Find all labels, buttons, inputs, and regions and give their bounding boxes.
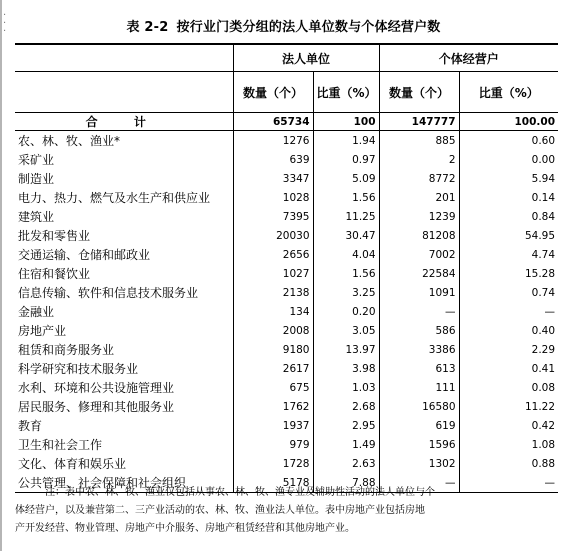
legal-count-cell: 1728 xyxy=(233,454,313,473)
footnote-line-1: 注：表中农、林、牧、渔业仅包括从事农、林、牧、渔专业及辅助性活动的法人单位与个 xyxy=(45,487,435,498)
legal-ratio-cell: 2.63 xyxy=(313,454,379,473)
legal-ratio-cell: 1.56 xyxy=(313,264,379,283)
total-individual-count: 147777 xyxy=(379,113,459,131)
industry-name: 卫生和社会工作 xyxy=(18,438,103,452)
industry-name: 批发和零售业 xyxy=(18,229,91,243)
table-row xyxy=(15,150,558,169)
legal-count-cell: 639 xyxy=(233,150,313,169)
individual-ratio-cell: 0.41 xyxy=(459,359,558,378)
legal-ratio-cell: 5.09 xyxy=(313,169,379,188)
legal-count-cell: 979 xyxy=(233,435,313,454)
legal-ratio-cell: 1.94 xyxy=(313,131,379,151)
legal-ratio-cell: 1.03 xyxy=(313,378,379,397)
industry-name: 采矿业 xyxy=(18,153,55,167)
individual-count-cell: 22584 xyxy=(379,264,459,283)
legal-ratio-cell: 7.88 xyxy=(313,473,379,493)
individual-count-cell: — xyxy=(379,302,459,321)
industry-name: 水利、环境和公共设施管理业 xyxy=(18,381,175,395)
header-individual-households: 个体经营户 xyxy=(379,44,558,72)
legal-ratio-cell: 11.25 xyxy=(313,207,379,226)
industry-name: 电力、热力、燃气及水生产和供应业 xyxy=(18,191,211,205)
legal-count-cell: 675 xyxy=(233,378,313,397)
table-row xyxy=(15,207,558,226)
individual-ratio-cell: 5.94 xyxy=(459,169,558,188)
industry-name: 房地产业 xyxy=(18,324,67,338)
individual-ratio-cell: 11.22 xyxy=(459,397,558,416)
total-legal-count: 65734 xyxy=(233,113,313,131)
legal-ratio-cell: 2.68 xyxy=(313,397,379,416)
table-row xyxy=(15,169,558,188)
footnote-line-3: 产开发经营、物业管理、房地产中介服务、房地产租赁经营和其他房地产业。 xyxy=(15,523,355,534)
header-legal-units: 法人单位 xyxy=(233,44,379,72)
header-blank xyxy=(15,44,233,72)
table-row xyxy=(15,416,558,435)
industry-name: 租赁和商务服务业 xyxy=(18,343,115,357)
individual-ratio-cell: 1.08 xyxy=(459,435,558,454)
individual-count-cell: — xyxy=(379,473,459,493)
individual-ratio-cell: 54.95 xyxy=(459,226,558,245)
individual-ratio-cell: 15.28 xyxy=(459,264,558,283)
individual-count-cell: 619 xyxy=(379,416,459,435)
table-row xyxy=(15,359,558,378)
industry-name: 建筑业 xyxy=(18,210,55,224)
legal-count-cell: 1027 xyxy=(233,264,313,283)
industry-name: 公共管理、社会保障和社会组织 xyxy=(15,473,233,493)
individual-ratio-cell: 0.84 xyxy=(459,207,558,226)
individual-count-cell: 1302 xyxy=(379,454,459,473)
total-row xyxy=(15,113,558,131)
table-row xyxy=(15,397,558,416)
legal-ratio-cell: 0.97 xyxy=(313,150,379,169)
table-number: 表 2-2 xyxy=(126,20,169,35)
individual-ratio-cell: 2.29 xyxy=(459,340,558,359)
total-label: 合 计 xyxy=(15,113,233,131)
individual-count-cell: 885 xyxy=(379,131,459,151)
table-title xyxy=(0,16,567,35)
individual-ratio-cell: 0.42 xyxy=(459,416,558,435)
table-row xyxy=(15,435,558,454)
industry-name: 农、林、牧、渔业* xyxy=(18,134,121,148)
total-individual-ratio: 100.00 xyxy=(459,113,558,131)
individual-ratio-cell: 0.74 xyxy=(459,283,558,302)
industry-name: 制造业 xyxy=(18,172,55,186)
table-row xyxy=(15,283,558,302)
individual-count-cell: 8772 xyxy=(379,169,459,188)
legal-count-cell: 2617 xyxy=(233,359,313,378)
table-row xyxy=(15,226,558,245)
legal-count-cell: 20030 xyxy=(233,226,313,245)
individual-count-cell: 613 xyxy=(379,359,459,378)
industry-name: 信息传输、软件和信息技术服务业 xyxy=(18,286,199,300)
individual-ratio-cell: — xyxy=(459,473,558,493)
table-row xyxy=(15,378,558,397)
individual-count-cell: 1596 xyxy=(379,435,459,454)
table-row xyxy=(15,245,558,264)
individual-count-cell: 2 xyxy=(379,150,459,169)
header-group-row xyxy=(15,44,558,72)
page-left-border xyxy=(0,0,2,551)
header-individual-count: 数量（个） xyxy=(379,72,459,113)
legal-count-cell: 1028 xyxy=(233,188,313,207)
table-row xyxy=(15,302,558,321)
table-row xyxy=(15,188,558,207)
table-row xyxy=(15,264,558,283)
individual-ratio-cell: 0.00 xyxy=(459,150,558,169)
legal-ratio-cell: 30.47 xyxy=(313,226,379,245)
individual-count-cell: 586 xyxy=(379,321,459,340)
individual-count-cell: 111 xyxy=(379,378,459,397)
legal-ratio-cell: 1.56 xyxy=(313,188,379,207)
individual-count-cell: 1091 xyxy=(379,283,459,302)
legal-count-cell: 1276 xyxy=(233,131,313,151)
individual-ratio-cell: 0.60 xyxy=(459,131,558,151)
legal-count-cell: 134 xyxy=(233,302,313,321)
page-edge-marks: · · · xyxy=(3,10,7,37)
legal-ratio-cell: 3.98 xyxy=(313,359,379,378)
individual-ratio-cell: 0.40 xyxy=(459,321,558,340)
industry-name: 文化、体育和娱乐业 xyxy=(18,457,127,471)
individual-ratio-cell: 0.08 xyxy=(459,378,558,397)
legal-ratio-cell: 0.20 xyxy=(313,302,379,321)
table-row xyxy=(15,340,558,359)
industry-name: 住宿和餐饮业 xyxy=(18,267,91,281)
table-row xyxy=(15,131,558,151)
legal-ratio-cell: 2.95 xyxy=(313,416,379,435)
legal-ratio-cell: 13.97 xyxy=(313,340,379,359)
individual-ratio-cell: 0.14 xyxy=(459,188,558,207)
header-column-row xyxy=(15,72,558,113)
legal-ratio-cell: 3.25 xyxy=(313,283,379,302)
individual-count-cell: 81208 xyxy=(379,226,459,245)
individual-count-cell: 7002 xyxy=(379,245,459,264)
legal-count-cell: 2656 xyxy=(233,245,313,264)
industry-name: 教育 xyxy=(18,419,43,433)
legal-count-cell: 3347 xyxy=(233,169,313,188)
legal-count-cell: 2008 xyxy=(233,321,313,340)
legal-count-cell: 1937 xyxy=(233,416,313,435)
header-blank-2 xyxy=(15,72,233,113)
header-legal-count: 数量（个） xyxy=(233,72,313,113)
legal-count-cell: 9180 xyxy=(233,340,313,359)
individual-count-cell: 16580 xyxy=(379,397,459,416)
statistics-table xyxy=(15,43,558,493)
individual-ratio-cell: — xyxy=(459,302,558,321)
individual-count-cell: 3386 xyxy=(379,340,459,359)
table-title-text: 按行业门类分组的法人单位数与个体经营户数 xyxy=(176,20,441,35)
individual-ratio-cell: 0.88 xyxy=(459,454,558,473)
legal-ratio-cell: 3.05 xyxy=(313,321,379,340)
industry-name: 居民服务、修理和其他服务业 xyxy=(18,400,175,414)
header-legal-ratio: 比重（%） xyxy=(313,72,379,113)
table-row xyxy=(15,321,558,340)
data-table xyxy=(15,43,558,493)
individual-ratio-cell: 4.74 xyxy=(459,245,558,264)
legal-ratio-cell: 4.04 xyxy=(313,245,379,264)
individual-count-cell: 201 xyxy=(379,188,459,207)
industry-name: 金融业 xyxy=(18,305,55,319)
total-legal-ratio: 100 xyxy=(313,113,379,131)
industry-name: 科学研究和技术服务业 xyxy=(18,362,139,376)
legal-count-cell: 5178 xyxy=(233,473,313,493)
table-footnote xyxy=(15,484,558,538)
table-body xyxy=(15,113,558,493)
footnote-line-2: 体经营户，以及兼营第二、三产业活动的农、林、牧、渔业法人单位。表中房地产业包括房地 xyxy=(15,505,425,516)
header-individual-ratio: 比重（%） xyxy=(459,72,558,113)
legal-count-cell: 7395 xyxy=(233,207,313,226)
legal-count-cell: 2138 xyxy=(233,283,313,302)
legal-ratio-cell: 1.49 xyxy=(313,435,379,454)
legal-count-cell: 1762 xyxy=(233,397,313,416)
industry-name: 交通运输、仓储和邮政业 xyxy=(18,248,151,262)
table-row xyxy=(15,454,558,473)
individual-count-cell: 1239 xyxy=(379,207,459,226)
